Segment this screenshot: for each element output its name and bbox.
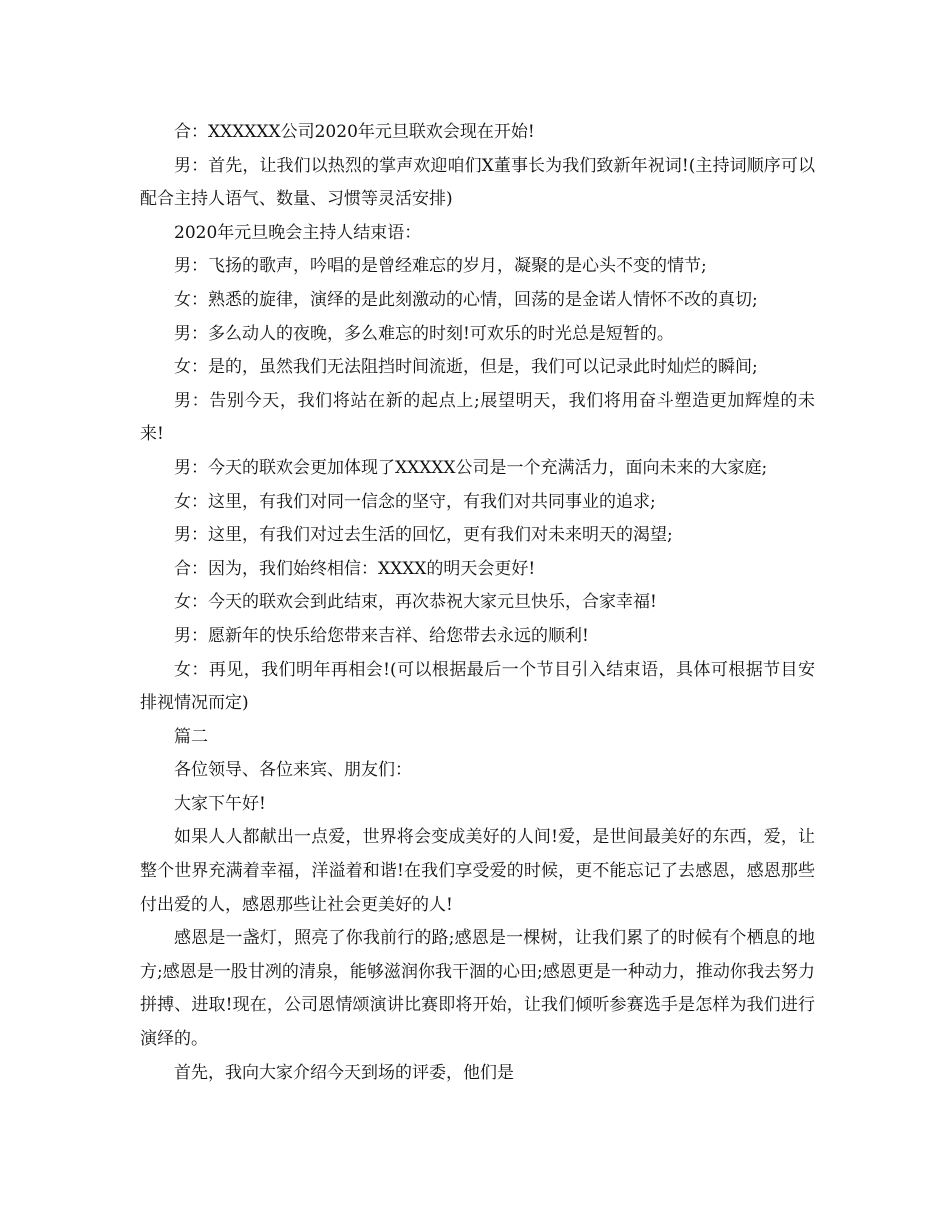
paragraph-15: 女：再见，我们明年再相会!(可以根据最后一个节目引入结束语，具体可根据节目安排视情况而定) <box>140 659 815 714</box>
paragraph-12: 合：因为，我们始终相信：XXXX的明天会更好! <box>174 558 536 579</box>
paragraph-20: 感恩是一盏灯，照亮了你我前行的路;感恩是一棵树，让我们累了的时候有个栖息的地方;感恩是一股甘冽的清泉，能够滋润你我干涸的心田;感恩更是一种动力，推动你我去努力拼搏、进取!现在，公司恩情颂演讲比赛即将开始，让我们倾听参赛选手是怎样为我们进行演绎的。 <box>140 928 815 1050</box>
paragraph-14: 男：愿新年的快乐给您带来吉祥、给您带去永远的顺利! <box>174 625 589 646</box>
paragraph-5: 女：熟悉的旋律，演绎的是此刻激动的心情，回荡的是金诺人情怀不改的真切; <box>174 289 758 310</box>
salutation: 各位领导、各位来宾、朋友们： <box>174 760 412 781</box>
paragraph-1: 合：XXXXXX公司2020年元旦联欢会现在开始! <box>174 122 535 142</box>
paragraph-19: 如果人人都献出一点爱，世界将会变成美好的人间!爱，是世间最美好的东西，爱，让整个世界充满着幸福，洋溢着和谐!在我们享受爱的时候，更不能忘记了去感恩，感恩那些付出爱的人，感恩那些让社会更美好的人! <box>140 827 815 915</box>
paragraph-6: 男：多么动人的夜晚，多么难忘的时刻!可欢乐的时光总是短暂的。 <box>174 323 674 344</box>
section-heading: 篇二 <box>174 726 208 747</box>
greeting: 大家下午好! <box>174 793 266 814</box>
paragraph-21: 首先，我向大家介绍今天到场的评委，他们是 <box>174 1062 514 1083</box>
paragraph-11: 男：这里，有我们对过去生活的回忆，更有我们对未来明天的渴望; <box>174 525 673 546</box>
paragraph-13: 女：今天的联欢会到此结束，再次恭祝大家元旦快乐，合家幸福! <box>174 592 657 613</box>
paragraph-3: 2020年元旦晚会主持人结束语： <box>174 222 422 243</box>
paragraph-10: 女：这里，有我们对同一信念的坚守，有我们对共同事业的追求; <box>174 491 656 512</box>
paragraph-7: 女：是的，虽然我们无法阻挡时间流逝，但是，我们可以记录此时灿烂的瞬间; <box>174 357 758 378</box>
paragraph-9: 男：今天的联欢会更加体现了XXXXX公司是一个充满活力，面向未来的大家庭; <box>174 457 768 478</box>
paragraph-2: 男：首先，让我们以热烈的掌声欢迎咱们X董事长为我们致新年祝词!(主持词顺序可以配合主持人语气、数量、习惯等灵活安排) <box>140 155 815 210</box>
document-body <box>140 116 815 1090</box>
paragraph-4: 男：飞扬的歌声，吟唱的是曾经难忘的岁月，凝聚的是心头不变的情节; <box>174 256 707 277</box>
paragraph-8: 男：告别今天，我们将站在新的起点上;展望明天，我们将用奋斗塑造更加辉煌的未来! <box>140 390 815 445</box>
